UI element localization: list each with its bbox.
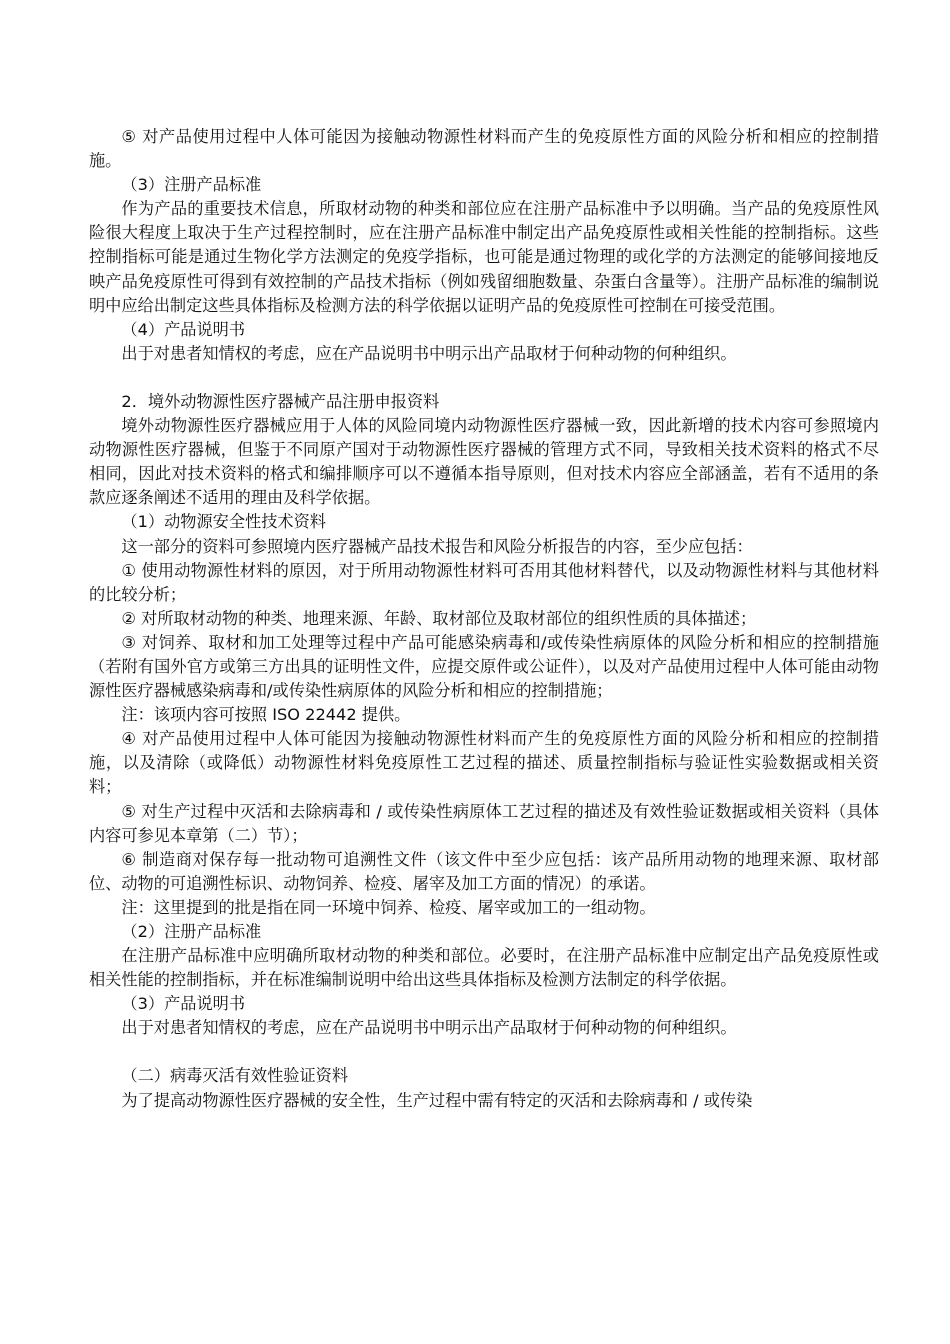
paragraph: 注：这里提到的批是指在同一环境中饲养、检疫、屠宰或加工的一组动物。 bbox=[121, 897, 656, 917]
paragraph: ③ 对饲养、取材和加工处理等过程中产品可能感染病毒和/或传染性病原体的风险分析和相应的控制措施（若附有国外官方或第三方出具的证明性文件，应提交原件或公证件），以及对产品使用过程中人体可能由动物源性医疗器械感染病毒和/或传染性病原体的风险分析和相应的控制措施； bbox=[89, 632, 879, 701]
section-heading: （二）病毒灭活有效性验证资料 bbox=[121, 1066, 349, 1086]
paragraph: ② 对所取材动物的种类、地理来源、年龄、取材部位及取材部位的组织性质的具体描述； bbox=[121, 608, 757, 628]
section-heading: （3）产品说明书 bbox=[121, 994, 246, 1014]
paragraph: ⑤ 对生产过程中灭活和去除病毒和 / 或传染性病原体工艺过程的描述及有效性验证数据或相关资料（具体内容可参见本章第（二）节）； bbox=[89, 801, 879, 845]
paragraph: 2．境外动物源性医疗器械产品注册申报资料 bbox=[121, 391, 440, 411]
section-heading: （4）产品说明书 bbox=[121, 319, 246, 339]
paragraph: ⑥ 制造商对保存每一批动物可追溯性文件（该文件中至少应包括：该产品所用动物的地理来源、取材部位、动物的可追溯性标识、动物饲养、检疫、屠宰及加工方面的情况）的承诺。 bbox=[89, 849, 879, 893]
document-body bbox=[89, 125, 879, 1113]
paragraph: 这一部分的资料可参照境内医疗器械产品技术报告和风险分析报告的内容，至少应包括： bbox=[121, 536, 753, 556]
paragraph: 作为产品的重要技术信息，所取材动物的种类和部位应在注册产品标准中予以明确。当产品的免疫原性风险很大程度上取决于生产过程控制时，应在注册产品标准中制定出产品免疫原性或相关性能的控制指标。这些控制指标可能是通过生物化学方法测定的免疫学指标，也可能是通过物理的或化学的方法测定的能够间接地反映产品免疫原性可得到有效控制的产品技术指标（例如残留细胞数量、杂蛋白含量等）。注册产品标准的编制说明中应给出制定这些具体指标及检测方法的科学依据以证明产品的免疫原性可控制在可接受范围。 bbox=[89, 199, 879, 315]
paragraph: 出于对患者知情权的考虑，应在产品说明书中明示出产品取材于何种动物的何种组织。 bbox=[121, 1018, 737, 1038]
section-heading: （2）注册产品标准 bbox=[121, 922, 262, 941]
paragraph: 注：该项内容可按照 ISO 22442 提供。 bbox=[121, 705, 411, 725]
paragraph: 出于对患者知情权的考虑，应在产品说明书中明示出产品取材于何种动物的何种组织。 bbox=[121, 343, 737, 363]
blank-line bbox=[89, 366, 879, 390]
paragraph: ① 使用动物源性材料的原因，对于所用动物源性材料可否用其他材料替代，以及动物源性材料与其他材料的比较分析； bbox=[89, 560, 879, 604]
paragraph: ④ 对产品使用过程中人体可能因为接触动物源性材料而产生的免疫原性方面的风险分析和相应的控制措施，以及清除（或降低）动物源性材料免疫原性工艺过程的描述、质量控制指标与验证性实验数据或相关资料； bbox=[89, 729, 879, 797]
section-heading: （1）动物源安全性技术资料 bbox=[121, 512, 326, 532]
blank-line bbox=[89, 1040, 879, 1064]
paragraph: ⑤ 对产品使用过程中人体可能因为接触动物源性材料而产生的免疫原性方面的风险分析和相应的控制措施。 bbox=[89, 127, 879, 171]
paragraph: 在注册产品标准中应明确所取材动物的种类和部位。必要时，在注册产品标准中应制定出产品免疫原性或相关性能的控制指标，并在标准编制说明中给出这些具体指标及检测方法制定的科学依据。 bbox=[89, 946, 879, 990]
paragraph: 为了提高动物源性医疗器械的安全性，生产过程中需有特定的灭活和去除病毒和 / 或传染 bbox=[121, 1090, 753, 1110]
section-heading: （3）注册产品标准 bbox=[121, 175, 262, 195]
paragraph: 境外动物源性医疗器械应用于人体的风险同境内动物源性医疗器械一致，因此新增的技术内容可参照境内动物源性医疗器械，但鉴于不同原产国对于动物源性医疗器械的管理方式不同，导致相关技术资料的格式不尽相同，因此对技术资料的格式和编排顺序可以不遵循本指导原则，但对技术内容应全部涵盖，若有不适用的条款应逐条阐述不适用的理由及科学依据。 bbox=[89, 416, 879, 508]
